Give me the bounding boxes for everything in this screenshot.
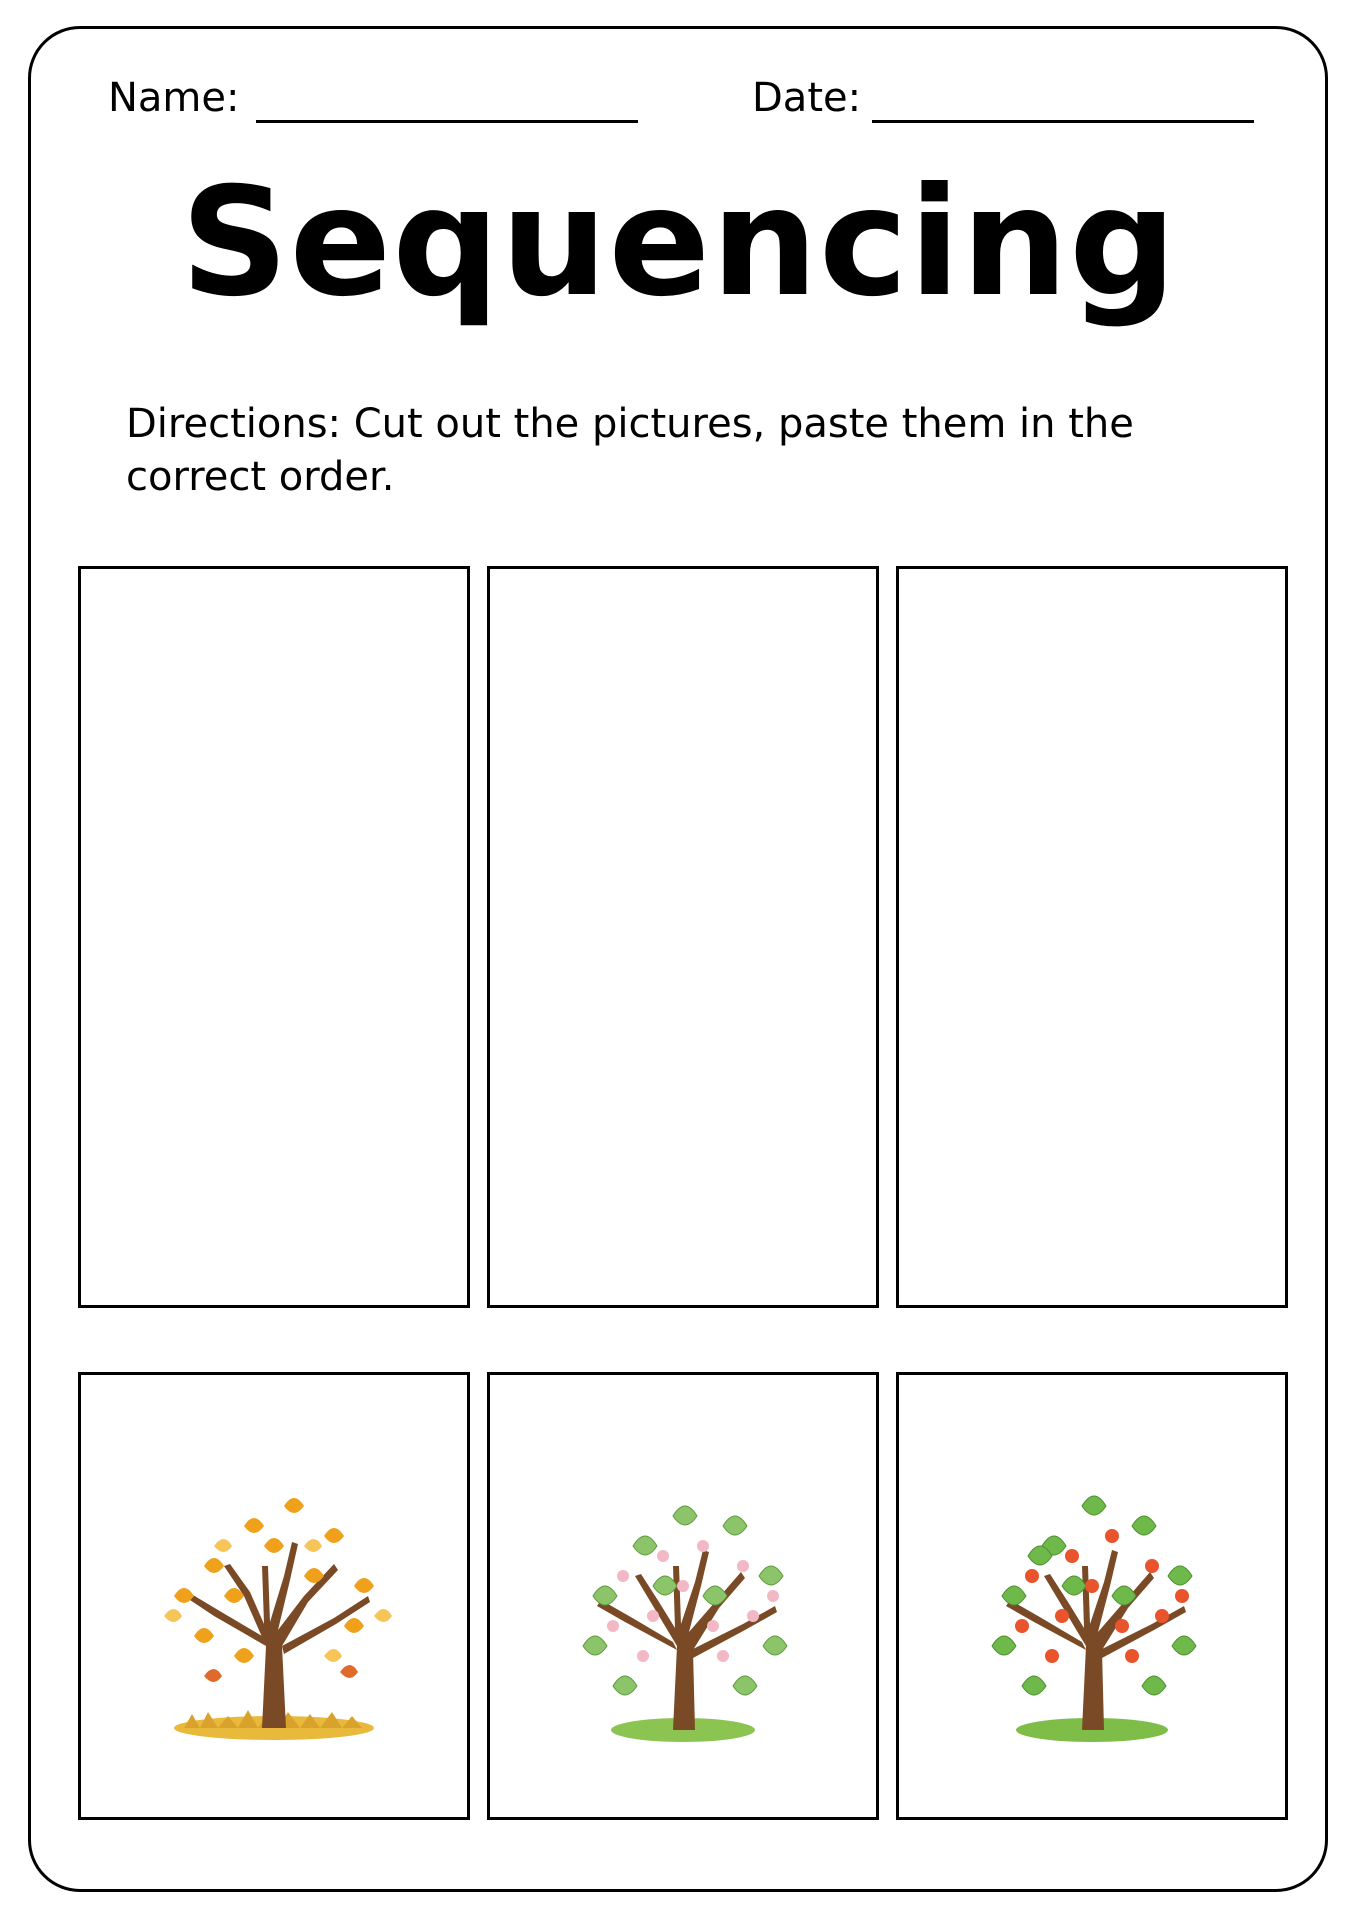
picture-card-autumn[interactable] — [78, 1372, 470, 1820]
picture-card-summer[interactable] — [896, 1372, 1288, 1820]
page-title: Sequencing — [180, 156, 1178, 330]
summer-fruit-tree-icon — [962, 1446, 1222, 1746]
spring-blossom-tree-icon — [553, 1446, 813, 1746]
date-label: Date: — [752, 75, 862, 121]
paste-slot-3[interactable] — [896, 566, 1288, 1308]
autumn-tree-icon — [144, 1446, 404, 1746]
paste-slot-1[interactable] — [78, 566, 470, 1308]
paste-slot-2[interactable] — [487, 566, 879, 1308]
name-field[interactable] — [256, 120, 638, 123]
date-field[interactable] — [872, 120, 1254, 123]
picture-card-spring[interactable] — [487, 1372, 879, 1820]
name-label: Name: — [108, 75, 240, 121]
directions-text: Directions: Cut out the pictures, paste them in the correct order. — [126, 401, 1134, 500]
